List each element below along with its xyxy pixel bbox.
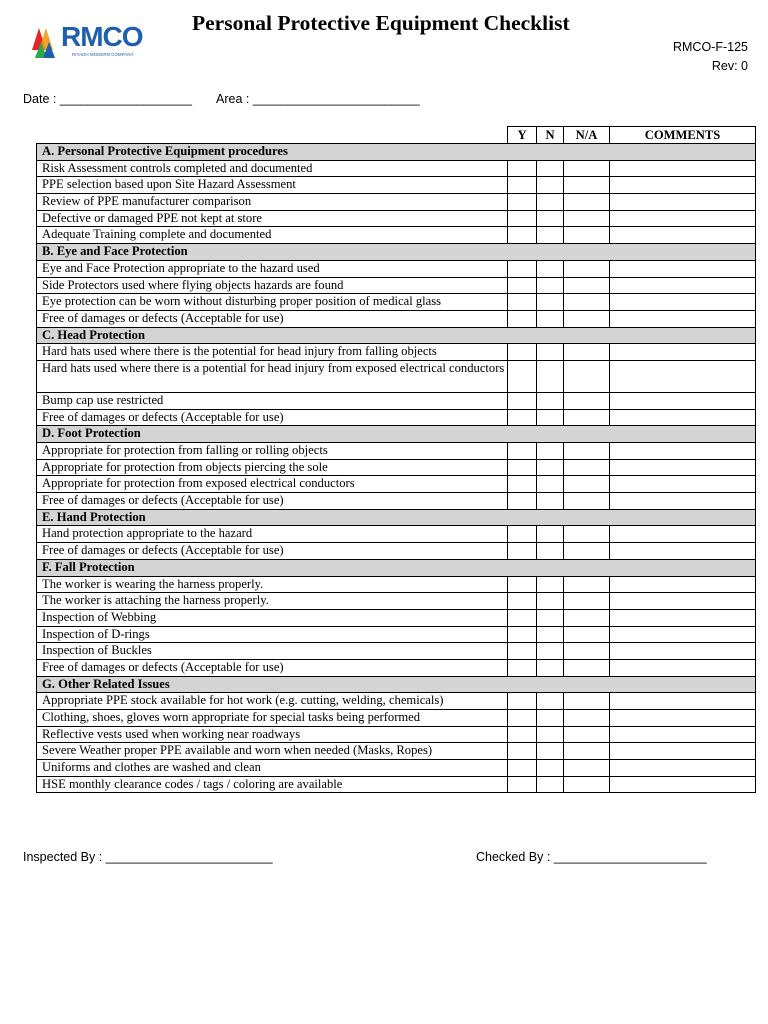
no-cell[interactable] — [537, 409, 564, 426]
comments-cell[interactable] — [610, 743, 756, 760]
yes-cell[interactable] — [508, 160, 537, 177]
section-header-row — [37, 244, 756, 261]
column-header-no: N — [537, 127, 564, 144]
comments-cell[interactable] — [610, 459, 756, 476]
yes-cell[interactable] — [508, 227, 537, 244]
yes-cell[interactable] — [508, 277, 537, 294]
checklist-item-label: Risk Assessment controls completed and documented — [37, 160, 508, 177]
na-cell[interactable] — [564, 177, 610, 194]
yes-cell[interactable] — [508, 294, 537, 311]
no-cell[interactable] — [537, 493, 564, 510]
section-header-row — [37, 509, 756, 526]
section-header-row — [37, 559, 756, 576]
na-cell[interactable] — [564, 693, 610, 710]
na-cell[interactable] — [564, 593, 610, 610]
na-cell[interactable] — [564, 294, 610, 311]
no-cell[interactable] — [537, 227, 564, 244]
checklist-row — [37, 659, 756, 676]
yes-cell[interactable] — [508, 609, 537, 626]
checklist-row — [37, 593, 756, 610]
checklist-item-label: Appropriate for protection from exposed electrical conductors — [37, 476, 508, 493]
section-title: D. Foot Protection — [37, 426, 756, 443]
no-cell[interactable] — [537, 459, 564, 476]
checklist-row — [37, 227, 756, 244]
no-cell[interactable] — [537, 609, 564, 626]
checklist-item-label: Clothing, shoes, gloves worn appropriate for special tasks being performed — [37, 710, 508, 727]
no-cell[interactable] — [537, 260, 564, 277]
comments-cell[interactable] — [610, 543, 756, 560]
comments-cell[interactable] — [610, 776, 756, 793]
yes-cell[interactable] — [508, 177, 537, 194]
checklist-item-label: Bump cap use restricted — [37, 392, 508, 409]
comments-cell[interactable] — [610, 493, 756, 510]
no-cell[interactable] — [537, 726, 564, 743]
no-cell[interactable] — [537, 443, 564, 460]
section-title: F. Fall Protection — [37, 559, 756, 576]
checklist-item-label: Free of damages or defects (Acceptable for use) — [37, 493, 508, 510]
na-cell[interactable] — [564, 227, 610, 244]
comments-cell[interactable] — [610, 344, 756, 361]
checklist-item-label: Free of damages or defects (Acceptable for use) — [37, 659, 508, 676]
checklist-row — [37, 543, 756, 560]
no-cell[interactable] — [537, 576, 564, 593]
checklist-item-label: Review of PPE manufacturer comparison — [37, 194, 508, 211]
checklist-row — [37, 743, 756, 760]
header-blank-cell — [37, 127, 508, 144]
yes-cell[interactable] — [508, 310, 537, 327]
comments-cell[interactable] — [610, 576, 756, 593]
no-cell[interactable] — [537, 177, 564, 194]
yes-cell[interactable] — [508, 344, 537, 361]
section-header-row — [37, 426, 756, 443]
checklist-item-label: Side Protectors used where flying objects hazards are found — [37, 277, 508, 294]
yes-cell[interactable] — [508, 593, 537, 610]
yes-cell[interactable] — [508, 459, 537, 476]
comments-cell[interactable] — [610, 409, 756, 426]
document-reference — [673, 38, 748, 76]
checklist-row — [37, 160, 756, 177]
comments-cell[interactable] — [610, 626, 756, 643]
yes-cell[interactable] — [508, 526, 537, 543]
na-cell[interactable] — [564, 609, 610, 626]
checklist-row — [37, 177, 756, 194]
no-cell[interactable] — [537, 626, 564, 643]
comments-cell[interactable] — [610, 392, 756, 409]
comments-cell[interactable] — [610, 360, 756, 392]
yes-cell[interactable] — [508, 760, 537, 777]
column-header-yes: Y — [508, 127, 537, 144]
column-header-comments: COMMENTS — [610, 127, 756, 144]
na-cell[interactable] — [564, 160, 610, 177]
checklist-row — [37, 443, 756, 460]
na-cell[interactable] — [564, 493, 610, 510]
comments-cell[interactable] — [610, 160, 756, 177]
yes-cell[interactable] — [508, 726, 537, 743]
no-cell[interactable] — [537, 776, 564, 793]
checklist-item-label: Inspection of D-rings — [37, 626, 508, 643]
comments-cell[interactable] — [610, 194, 756, 211]
na-cell[interactable] — [564, 210, 610, 227]
checklist-item-label: Free of damages or defects (Acceptable for use) — [37, 543, 508, 560]
na-cell[interactable] — [564, 526, 610, 543]
yes-cell[interactable] — [508, 260, 537, 277]
no-cell[interactable] — [537, 277, 564, 294]
section-title: C. Head Protection — [37, 327, 756, 344]
no-cell[interactable] — [537, 643, 564, 660]
checklist-row — [37, 344, 756, 361]
logo-tagline: RIYADH MODERN COMPANY — [72, 52, 134, 57]
yes-cell[interactable] — [508, 476, 537, 493]
yes-cell[interactable] — [508, 659, 537, 676]
checklist-body — [37, 144, 756, 793]
na-cell[interactable] — [564, 743, 610, 760]
comments-cell[interactable] — [610, 310, 756, 327]
no-cell[interactable] — [537, 543, 564, 560]
checklist-item-label: Reflective vests used when working near roadways — [37, 726, 508, 743]
yes-cell[interactable] — [508, 743, 537, 760]
no-cell[interactable] — [537, 760, 564, 777]
checklist-row — [37, 360, 756, 392]
checklist-item-label: HSE monthly clearance codes / tags / coloring are available — [37, 776, 508, 793]
checklist-item-label: The worker is wearing the harness properly. — [37, 576, 508, 593]
checklist-row — [37, 643, 756, 660]
checklist-row — [37, 277, 756, 294]
comments-cell[interactable] — [610, 593, 756, 610]
yes-cell[interactable] — [508, 409, 537, 426]
comments-cell[interactable] — [610, 609, 756, 626]
yes-cell[interactable] — [508, 210, 537, 227]
checklist-row — [37, 776, 756, 793]
checklist-item-label: Appropriate PPE stock available for hot work (e.g. cutting, welding, chemicals) — [37, 693, 508, 710]
checklist-item-label: PPE selection based upon Site Hazard Assessment — [37, 177, 508, 194]
comments-cell[interactable] — [610, 726, 756, 743]
no-cell[interactable] — [537, 526, 564, 543]
checklist-row — [37, 526, 756, 543]
section-header-row — [37, 144, 756, 161]
checklist-item-label: Severe Weather proper PPE available and worn when needed (Masks, Ropes) — [37, 743, 508, 760]
checklist-item-label: Free of damages or defects (Acceptable for use) — [37, 310, 508, 327]
checklist-item-label: Hard hats used where there is a potential for head injury from exposed electrical conductors — [37, 360, 508, 392]
checklist-item-label: Appropriate for protection from objects piercing the sole — [37, 459, 508, 476]
yes-cell[interactable] — [508, 710, 537, 727]
no-cell[interactable] — [537, 344, 564, 361]
no-cell[interactable] — [537, 360, 564, 392]
table-header-row — [37, 127, 756, 144]
checklist-item-label: Appropriate for protection from falling or rolling objects — [37, 443, 508, 460]
na-cell[interactable] — [564, 576, 610, 593]
yes-cell[interactable] — [508, 543, 537, 560]
no-cell[interactable] — [537, 593, 564, 610]
checklist-item-label: Free of damages or defects (Acceptable for use) — [37, 409, 508, 426]
checklist-row — [37, 194, 756, 211]
no-cell[interactable] — [537, 392, 564, 409]
comments-cell[interactable] — [610, 177, 756, 194]
checklist-row — [37, 493, 756, 510]
comments-cell[interactable] — [610, 227, 756, 244]
column-header-na: N/A — [564, 127, 610, 144]
section-title: B. Eye and Face Protection — [37, 244, 756, 261]
no-cell[interactable] — [537, 476, 564, 493]
logo-wordmark: RMCO — [61, 21, 143, 52]
checklist-item-label: Adequate Training complete and documented — [37, 227, 508, 244]
comments-cell[interactable] — [610, 693, 756, 710]
yes-cell[interactable] — [508, 576, 537, 593]
checklist-row — [37, 626, 756, 643]
no-cell[interactable] — [537, 294, 564, 311]
checklist-row — [37, 459, 756, 476]
section-title: E. Hand Protection — [37, 509, 756, 526]
comments-cell[interactable] — [610, 260, 756, 277]
checklist-row — [37, 476, 756, 493]
checklist-row — [37, 310, 756, 327]
na-cell[interactable] — [564, 409, 610, 426]
checklist-row — [37, 609, 756, 626]
area-field[interactable]: Area : ________________________ — [216, 92, 420, 106]
section-title: G. Other Related Issues — [37, 676, 756, 693]
na-cell[interactable] — [564, 443, 610, 460]
checklist-item-label: Eye protection can be worn without disturbing proper position of medical glass — [37, 294, 508, 311]
yes-cell[interactable] — [508, 443, 537, 460]
yes-cell[interactable] — [508, 693, 537, 710]
comments-cell[interactable] — [610, 277, 756, 294]
company-logo — [30, 20, 154, 62]
checklist-row — [37, 260, 756, 277]
no-cell[interactable] — [537, 194, 564, 211]
yes-cell[interactable] — [508, 493, 537, 510]
na-cell[interactable] — [564, 643, 610, 660]
checklist-item-label: Eye and Face Protection appropriate to the hazard used — [37, 260, 508, 277]
yes-cell[interactable] — [508, 194, 537, 211]
no-cell[interactable] — [537, 310, 564, 327]
revision-number: Rev: 0 — [711, 59, 748, 73]
logo-mark-icon — [32, 28, 55, 58]
na-cell[interactable] — [564, 194, 610, 211]
page-title: Personal Protective Equipment Checklist — [192, 11, 570, 35]
inspected-by-field[interactable]: Inspected By : ________________________ — [23, 850, 273, 864]
checklist-row — [37, 210, 756, 227]
document-number: RMCO-F-125 — [672, 40, 748, 54]
comments-cell[interactable] — [610, 476, 756, 493]
checklist-row — [37, 710, 756, 727]
ppe-checklist-table — [36, 126, 756, 793]
no-cell[interactable] — [537, 693, 564, 710]
checklist-row — [37, 760, 756, 777]
yes-cell[interactable] — [508, 392, 537, 409]
comments-cell[interactable] — [610, 294, 756, 311]
checklist-row — [37, 294, 756, 311]
comments-cell[interactable] — [610, 526, 756, 543]
na-cell[interactable] — [564, 360, 610, 392]
date-field[interactable]: Date : ___________________ — [23, 92, 192, 106]
yes-cell[interactable] — [508, 776, 537, 793]
na-cell[interactable] — [564, 392, 610, 409]
checklist-row — [37, 392, 756, 409]
yes-cell[interactable] — [508, 626, 537, 643]
checklist-item-label: Inspection of Webbing — [37, 609, 508, 626]
checklist-row — [37, 576, 756, 593]
na-cell[interactable] — [564, 760, 610, 777]
comments-cell[interactable] — [610, 210, 756, 227]
na-cell[interactable] — [564, 459, 610, 476]
no-cell[interactable] — [537, 743, 564, 760]
comments-cell[interactable] — [610, 710, 756, 727]
checklist-item-label: Inspection of Buckles — [37, 643, 508, 660]
section-header-row — [37, 676, 756, 693]
checklist-row — [37, 693, 756, 710]
checked-by-field[interactable]: Checked By : ______________________ — [476, 850, 707, 864]
checklist-item-label: Hand protection appropriate to the hazard — [37, 526, 508, 543]
checklist-item-label: Hard hats used where there is the potential for head injury from falling objects — [37, 344, 508, 361]
checklist-row — [37, 409, 756, 426]
na-cell[interactable] — [564, 476, 610, 493]
na-cell[interactable] — [564, 626, 610, 643]
na-cell[interactable] — [564, 277, 610, 294]
yes-cell[interactable] — [508, 360, 537, 392]
na-cell[interactable] — [564, 710, 610, 727]
na-cell[interactable] — [564, 659, 610, 676]
comments-cell[interactable] — [610, 643, 756, 660]
comments-cell[interactable] — [610, 760, 756, 777]
na-cell[interactable] — [564, 260, 610, 277]
yes-cell[interactable] — [508, 643, 537, 660]
checklist-item-label: Uniforms and clothes are washed and clean — [37, 760, 508, 777]
no-cell[interactable] — [537, 160, 564, 177]
na-cell[interactable] — [564, 344, 610, 361]
na-cell[interactable] — [564, 776, 610, 793]
na-cell[interactable] — [564, 543, 610, 560]
comments-cell[interactable] — [610, 443, 756, 460]
comments-cell[interactable] — [610, 659, 756, 676]
section-title: A. Personal Protective Equipment procedures — [37, 144, 756, 161]
na-cell[interactable] — [564, 726, 610, 743]
checklist-item-label: Defective or damaged PPE not kept at store — [37, 210, 508, 227]
no-cell[interactable] — [537, 659, 564, 676]
section-header-row — [37, 327, 756, 344]
checklist-item-label: The worker is attaching the harness properly. — [37, 593, 508, 610]
na-cell[interactable] — [564, 310, 610, 327]
checklist-row — [37, 726, 756, 743]
no-cell[interactable] — [537, 710, 564, 727]
no-cell[interactable] — [537, 210, 564, 227]
